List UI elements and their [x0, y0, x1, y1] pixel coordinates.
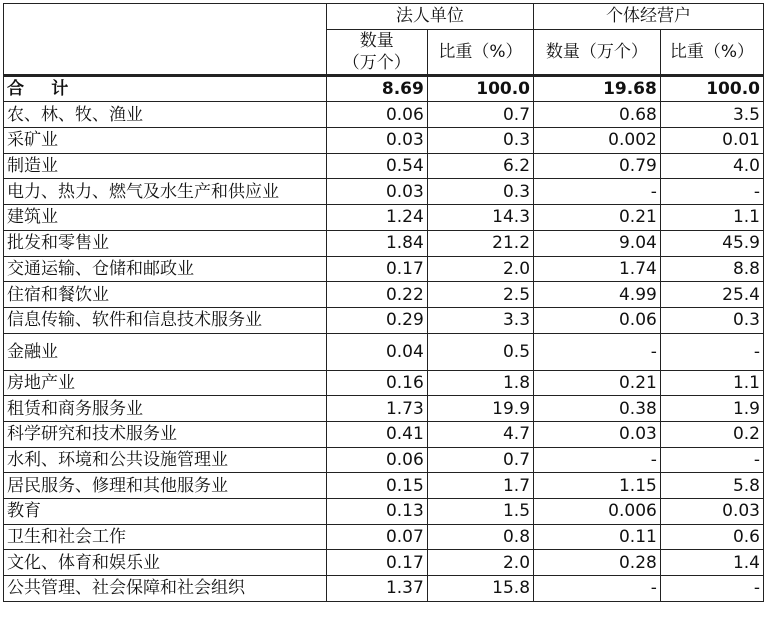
industry-name-cell: 住宿和餐饮业 — [4, 282, 327, 308]
indiv-share-cell: 0.2 — [660, 421, 763, 447]
indiv-share-cell: - — [660, 179, 763, 205]
industry-name-cell: 金融业 — [4, 333, 327, 370]
legal-share-cell: 19.9 — [427, 396, 533, 422]
legal-count-cell: 0.16 — [326, 370, 427, 396]
indiv-count-cell: 0.68 — [534, 102, 661, 128]
legal-share-cell: 0.7 — [427, 102, 533, 128]
table-row — [4, 421, 764, 447]
indiv-share-cell: 0.3 — [660, 307, 763, 333]
industry-name-cell: 卫生和社会工作 — [4, 524, 327, 550]
indiv-share-cell: 0.01 — [660, 128, 763, 154]
table-row — [4, 128, 764, 154]
table-row — [4, 153, 764, 179]
table-row — [4, 473, 764, 499]
indiv-count-cell: 4.99 — [534, 282, 661, 308]
header-indiv-share: 比重（%） — [660, 29, 763, 75]
legal-share-cell: 15.8 — [427, 576, 533, 602]
indiv-share-cell: 45.9 — [660, 230, 763, 256]
indiv-count-cell: 0.03 — [534, 421, 661, 447]
table-row — [4, 550, 764, 576]
legal-share-cell: 0.3 — [427, 179, 533, 205]
table-row — [4, 256, 764, 282]
table-row — [4, 447, 764, 473]
table-row — [4, 307, 764, 333]
header-legal-units: 法人单位 — [326, 4, 533, 30]
legal-share-cell: 2.5 — [427, 282, 533, 308]
legal-count-cell: 0.06 — [326, 447, 427, 473]
indiv-share-cell: 4.0 — [660, 153, 763, 179]
table-row — [4, 396, 764, 422]
table-row — [4, 179, 764, 205]
indiv-count-cell: - — [534, 333, 661, 370]
total-indiv-count: 19.68 — [534, 75, 661, 102]
header-legal-count — [326, 29, 427, 75]
industry-name-cell: 电力、热力、燃气及水生产和供应业 — [4, 179, 327, 205]
indiv-share-cell: - — [660, 576, 763, 602]
industry-name-cell: 公共管理、社会保障和社会组织 — [4, 576, 327, 602]
indiv-count-cell: 0.06 — [534, 307, 661, 333]
indiv-share-cell: 5.8 — [660, 473, 763, 499]
legal-share-cell: 14.3 — [427, 205, 533, 231]
legal-share-cell: 0.8 — [427, 524, 533, 550]
indiv-count-cell: 0.11 — [534, 524, 661, 550]
industry-name-cell: 租赁和商务服务业 — [4, 396, 327, 422]
total-label-char-1: 合 — [7, 79, 24, 100]
legal-share-cell: 6.2 — [427, 153, 533, 179]
indiv-share-cell: 1.1 — [660, 370, 763, 396]
industry-name-cell: 房地产业 — [4, 370, 327, 396]
indiv-count-cell: 1.74 — [534, 256, 661, 282]
indiv-count-cell: 1.15 — [534, 473, 661, 499]
indiv-count-cell: 0.79 — [534, 153, 661, 179]
indiv-count-cell: - — [534, 447, 661, 473]
industry-name-cell: 科学研究和技术服务业 — [4, 421, 327, 447]
legal-count-cell: 0.15 — [326, 473, 427, 499]
indiv-share-cell: 8.8 — [660, 256, 763, 282]
table-row — [4, 102, 764, 128]
indiv-count-cell: 0.38 — [534, 396, 661, 422]
industry-name-cell: 批发和零售业 — [4, 230, 327, 256]
legal-count-cell: 0.13 — [326, 499, 427, 525]
indiv-count-cell: 9.04 — [534, 230, 661, 256]
total-row — [4, 75, 764, 102]
header-group-row — [4, 4, 764, 30]
total-legal-share: 100.0 — [427, 75, 533, 102]
legal-share-cell: 2.0 — [427, 256, 533, 282]
industry-name-cell: 农、林、牧、渔业 — [4, 102, 327, 128]
legal-share-cell: 3.3 — [427, 307, 533, 333]
industry-name-cell: 教育 — [4, 499, 327, 525]
legal-share-cell: 21.2 — [427, 230, 533, 256]
industry-stats-table — [3, 3, 764, 602]
legal-count-cell: 0.04 — [326, 333, 427, 370]
header-legal-share: 比重（%） — [427, 29, 533, 75]
legal-share-cell: 0.7 — [427, 447, 533, 473]
legal-share-cell: 0.3 — [427, 128, 533, 154]
legal-count-cell: 0.41 — [326, 421, 427, 447]
indiv-count-cell: 0.002 — [534, 128, 661, 154]
industry-name-cell: 制造业 — [4, 153, 327, 179]
table-row — [4, 282, 764, 308]
legal-count-cell: 1.84 — [326, 230, 427, 256]
indiv-share-cell: - — [660, 447, 763, 473]
total-legal-count: 8.69 — [326, 75, 427, 102]
industry-name-cell: 水利、环境和公共设施管理业 — [4, 447, 327, 473]
table-row — [4, 499, 764, 525]
total-indiv-share: 100.0 — [660, 75, 763, 102]
total-label — [4, 75, 327, 102]
industry-name-cell: 居民服务、修理和其他服务业 — [4, 473, 327, 499]
legal-share-cell: 1.8 — [427, 370, 533, 396]
legal-count-cell: 1.73 — [326, 396, 427, 422]
indiv-share-cell: 1.9 — [660, 396, 763, 422]
indiv-share-cell: 0.6 — [660, 524, 763, 550]
header-corner-cell — [4, 4, 327, 76]
table-row — [4, 524, 764, 550]
table-row — [4, 576, 764, 602]
indiv-count-cell: 0.21 — [534, 370, 661, 396]
indiv-count-cell: - — [534, 179, 661, 205]
header-individual-businesses: 个体经营户 — [534, 4, 764, 30]
legal-count-cell: 0.06 — [326, 102, 427, 128]
header-indiv-count: 数量（万个） — [534, 29, 661, 75]
legal-count-cell: 0.54 — [326, 153, 427, 179]
legal-count-cell: 0.29 — [326, 307, 427, 333]
legal-share-cell: 0.5 — [427, 333, 533, 370]
indiv-count-cell: 0.21 — [534, 205, 661, 231]
indiv-count-cell: - — [534, 576, 661, 602]
indiv-share-cell: 1.1 — [660, 205, 763, 231]
table-row — [4, 230, 764, 256]
total-label-char-2: 计 — [51, 79, 69, 100]
legal-count-cell: 0.17 — [326, 550, 427, 576]
indiv-share-cell: 3.5 — [660, 102, 763, 128]
legal-count-cell: 0.22 — [326, 282, 427, 308]
legal-count-cell: 0.07 — [326, 524, 427, 550]
table-row — [4, 333, 764, 370]
industry-name-cell: 建筑业 — [4, 205, 327, 231]
table-row — [4, 205, 764, 231]
industry-name-cell: 采矿业 — [4, 128, 327, 154]
table-body — [4, 75, 764, 601]
industry-name-cell: 信息传输、软件和信息技术服务业 — [4, 307, 327, 333]
legal-share-cell: 1.7 — [427, 473, 533, 499]
indiv-share-cell: 0.03 — [660, 499, 763, 525]
legal-count-cell: 0.03 — [326, 128, 427, 154]
header-legal-count-line1: 数量 — [359, 30, 394, 51]
indiv-share-cell: 25.4 — [660, 282, 763, 308]
indiv-share-cell: - — [660, 333, 763, 370]
indiv-count-cell: 0.006 — [534, 499, 661, 525]
legal-share-cell: 1.5 — [427, 499, 533, 525]
legal-count-cell: 1.24 — [326, 205, 427, 231]
header-legal-count-line2: （万个） — [342, 52, 411, 73]
table-row — [4, 370, 764, 396]
legal-count-cell: 1.37 — [326, 576, 427, 602]
indiv-count-cell: 0.28 — [534, 550, 661, 576]
legal-count-cell: 0.17 — [326, 256, 427, 282]
indiv-share-cell: 1.4 — [660, 550, 763, 576]
industry-name-cell: 交通运输、仓储和邮政业 — [4, 256, 327, 282]
legal-share-cell: 2.0 — [427, 550, 533, 576]
legal-count-cell: 0.03 — [326, 179, 427, 205]
industry-name-cell: 文化、体育和娱乐业 — [4, 550, 327, 576]
legal-share-cell: 4.7 — [427, 421, 533, 447]
